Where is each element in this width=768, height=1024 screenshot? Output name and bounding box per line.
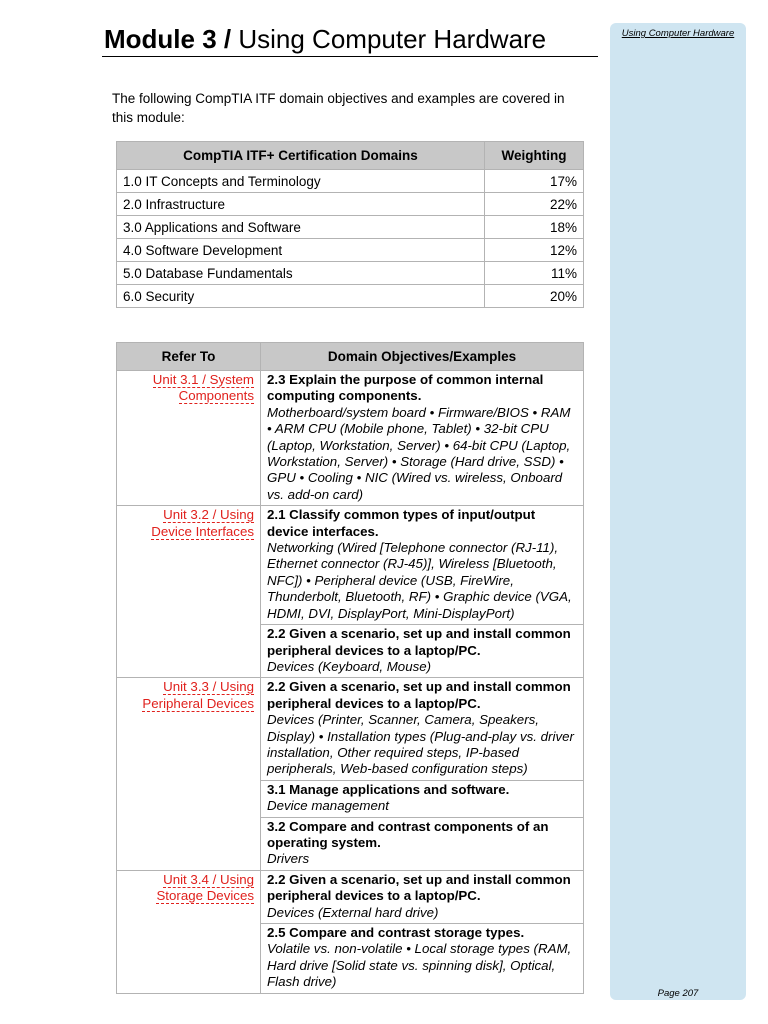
table-row (117, 285, 584, 308)
objective-examples: Motherboard/system board • Firmware/BIOS • RAM • ARM CPU (Mobile phone, Tablet) • 32-bit CPU (Laptop, Workstation, Server) • 64-bit CPU (Laptop, Workstation, Server) • Storage (Hard drive, SSD) • GPU • Cooling • NIC (Wired vs. wireless, Onboard vs. add-on card) (267, 404, 571, 502)
objective-cell (261, 870, 584, 923)
objective-examples: Volatile vs. non-volatile • Local storage types (RAM, Hard drive [Solid state vs. spinning disk], Optical, Flash drive) (267, 941, 572, 990)
weight-cell: 20% (485, 285, 584, 308)
objective-title: 3.1 Manage applications and software. (267, 781, 510, 797)
table-row (117, 193, 584, 216)
table-row (117, 239, 584, 262)
intro-text: The following CompTIA ITF domain objectives and examples are covered in this module: (112, 91, 565, 125)
objective-examples: Devices (Keyboard, Mouse) (267, 658, 432, 674)
objective-title: 2.5 Compare and contrast storage types. (267, 925, 525, 940)
unit-3-2-link[interactable]: Unit 3.2 / Using Device Interfaces (151, 507, 254, 539)
objectives-header: Domain Objectives/Examples (261, 343, 584, 371)
objective-examples: Device management (267, 798, 389, 814)
table-row (117, 506, 584, 625)
unit-3-4-link[interactable]: Unit 3.4 / Using Storage Devices (156, 871, 254, 904)
objective-cell (261, 817, 584, 870)
unit-3-1-link[interactable]: Unit 3.1 / System Components (152, 372, 254, 404)
objective-examples: Drivers (267, 851, 310, 867)
weight-cell: 12% (485, 239, 584, 262)
domain-cell: 2.0 Infrastructure (117, 193, 485, 216)
objective-title: 2.2 Given a scenario, set up and install common peripheral devices to a laptop/PC. (267, 679, 571, 711)
table-row (117, 170, 584, 193)
objective-title: 3.2 Compare and contrast components of an operating system. (267, 818, 549, 850)
objective-title: 2.3 Explain the purpose of common internal computing components. (267, 372, 544, 404)
domain-cell: 3.0 Applications and Software (117, 216, 485, 239)
module-name: Using Computer Hardware (238, 24, 547, 54)
objective-examples: Networking (Wired [Telephone connector (RJ-11), Ethernet connector (RJ-45)], Wireless [Bluetooth, NFC]) • Peripheral device (USB, FireWire, Thunderbolt, Bluetooth, RF) • Graphic device (VGA, HDMI, DVI, DisplayPort, Mini-DisplayPort) (267, 540, 572, 621)
objectives-table (116, 342, 584, 994)
domain-cell: 4.0 Software Development (117, 239, 485, 262)
unit-ref-cell (117, 506, 261, 678)
objective-cell (261, 506, 584, 625)
weight-cell: 17% (485, 170, 584, 193)
domains-table (116, 141, 584, 308)
weight-cell: 11% (485, 262, 584, 285)
domain-cell: 5.0 Database Fundamentals (117, 262, 485, 285)
unit-ref-cell (117, 371, 261, 506)
objective-title: 2.2 Given a scenario, set up and install common peripheral devices to a laptop/PC. (267, 626, 571, 658)
weighting-header: Weighting (485, 142, 584, 170)
refer-to-header: Refer To (117, 343, 261, 371)
objective-title: 2.1 Classify common types of input/output device interfaces. (267, 507, 536, 539)
module-number: Module 3 / (104, 24, 232, 54)
objective-examples: Devices (External hard drive) (267, 904, 439, 920)
sidebar-panel (610, 23, 746, 1000)
table-row (117, 262, 584, 285)
objective-cell (261, 625, 584, 678)
objective-cell (261, 371, 584, 506)
unit-ref-cell (117, 678, 261, 870)
table-row (117, 870, 584, 923)
weight-cell: 22% (485, 193, 584, 216)
objective-cell (261, 678, 584, 780)
domains-header: CompTIA ITF+ Certification Domains (117, 142, 485, 170)
title-divider (102, 56, 598, 57)
unit-ref-cell (117, 870, 261, 993)
unit-3-3-link[interactable]: Unit 3.3 / Using Peripheral Devices (142, 679, 254, 711)
weight-cell: 18% (485, 216, 584, 239)
objective-title: 2.2 Given a scenario, set up and install common peripheral devices to a laptop/PC. (267, 871, 571, 904)
sidebar-header-link[interactable]: Using Computer Hardware (621, 28, 735, 39)
table-row (117, 678, 584, 780)
domain-cell: 6.0 Security (117, 285, 485, 308)
table-row (117, 216, 584, 239)
page-title (104, 24, 546, 55)
page-number: Page 207 (657, 988, 699, 999)
table-row (117, 371, 584, 506)
objective-cell (261, 780, 584, 817)
objective-cell (261, 924, 584, 994)
domain-cell: 1.0 IT Concepts and Terminology (117, 170, 485, 193)
objective-examples: Devices (Printer, Scanner, Camera, Speakers, Display) • Installation types (Plug-and-play vs. driver installation, Other required steps, IP-based peripherals, Web-based configuration steps) (267, 712, 574, 777)
